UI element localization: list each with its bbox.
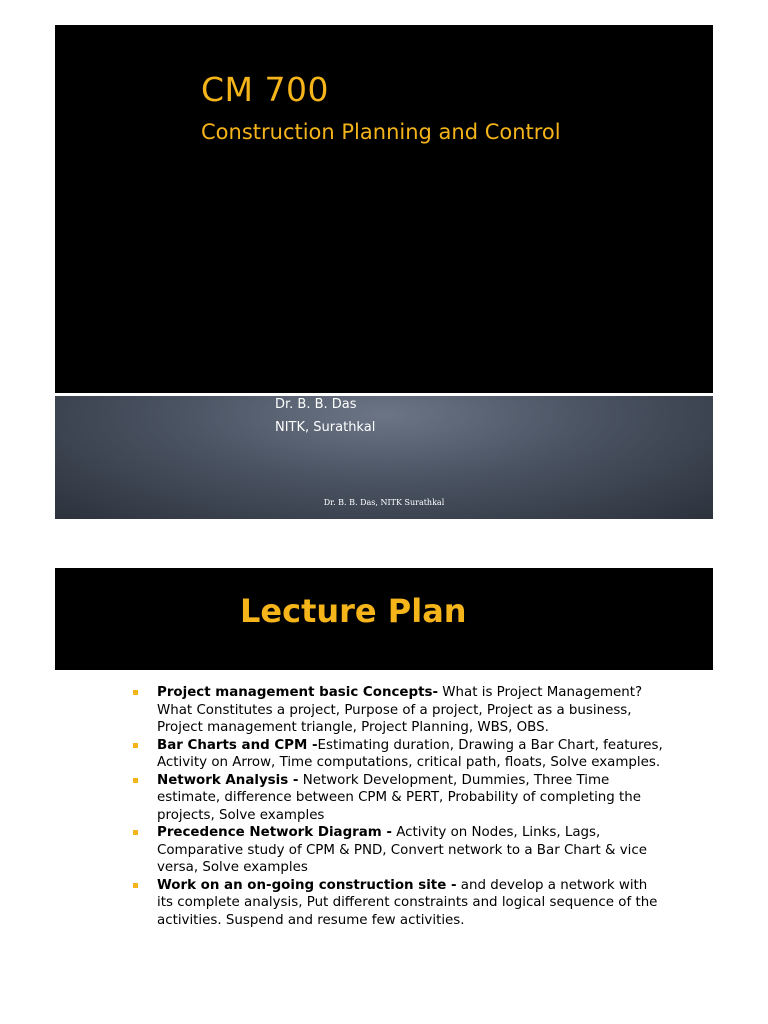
list-item-text: What is Project Management? What Constitutes a project, Purpose of a project, Project as a business, Project management triangle, Project Planning, WBS, OBS. [157, 685, 643, 735]
lecture-plan-header [55, 568, 713, 670]
square-bullet-icon [133, 690, 138, 695]
list-item-text: and develop a network with its complete analysis, Put different constraints and logical sequence of the activities. Suspend and resume few activities. [157, 877, 658, 928]
list-item [133, 772, 663, 825]
list-item-heading: Bar Charts and CPM - [157, 737, 318, 753]
author-institution: NITK, Surathkal [275, 420, 376, 435]
square-bullet-icon [133, 743, 138, 748]
list-item [133, 684, 663, 737]
list-item [133, 877, 663, 930]
list-item-heading: Work on an on-going construction site - [157, 877, 457, 893]
course-code: CM 700 [201, 70, 329, 109]
square-bullet-icon [133, 778, 138, 783]
list-item-text: Network Development, Dummies, Three Time estimate, difference between CPM & PERT, Probability of completing the projects, Solve examples [157, 772, 642, 823]
list-item-heading: Project management basic Concepts- [157, 685, 439, 700]
slide-footer: Dr. B. B. Das, NITK Surathkal [323, 498, 445, 507]
square-bullet-icon [133, 883, 138, 888]
lecture-plan-title: Lecture Plan [240, 592, 467, 630]
list-item [133, 737, 663, 772]
list-item-text: Activity on Nodes, Links, Lags, Comparative study of CPM & PND, Convert network to a Bar Chart & vice versa, Solve examples [157, 825, 647, 875]
author-name: Dr. B. B. Das [275, 397, 357, 412]
title-slide-upper-panel [55, 25, 713, 393]
list-item [133, 824, 663, 877]
list-item-heading: Precedence Network Diagram - [157, 825, 392, 840]
title-slide [55, 25, 713, 519]
list-item-text: Estimating duration, Drawing a Bar Chart, features, Activity on Arrow, Time computations, critical path, floats, Solve examples. [157, 737, 663, 770]
lecture-plan-list [133, 684, 663, 929]
list-item-heading: Network Analysis - [157, 772, 299, 788]
square-bullet-icon [133, 830, 138, 835]
course-title: Construction Planning and Control [201, 120, 561, 144]
